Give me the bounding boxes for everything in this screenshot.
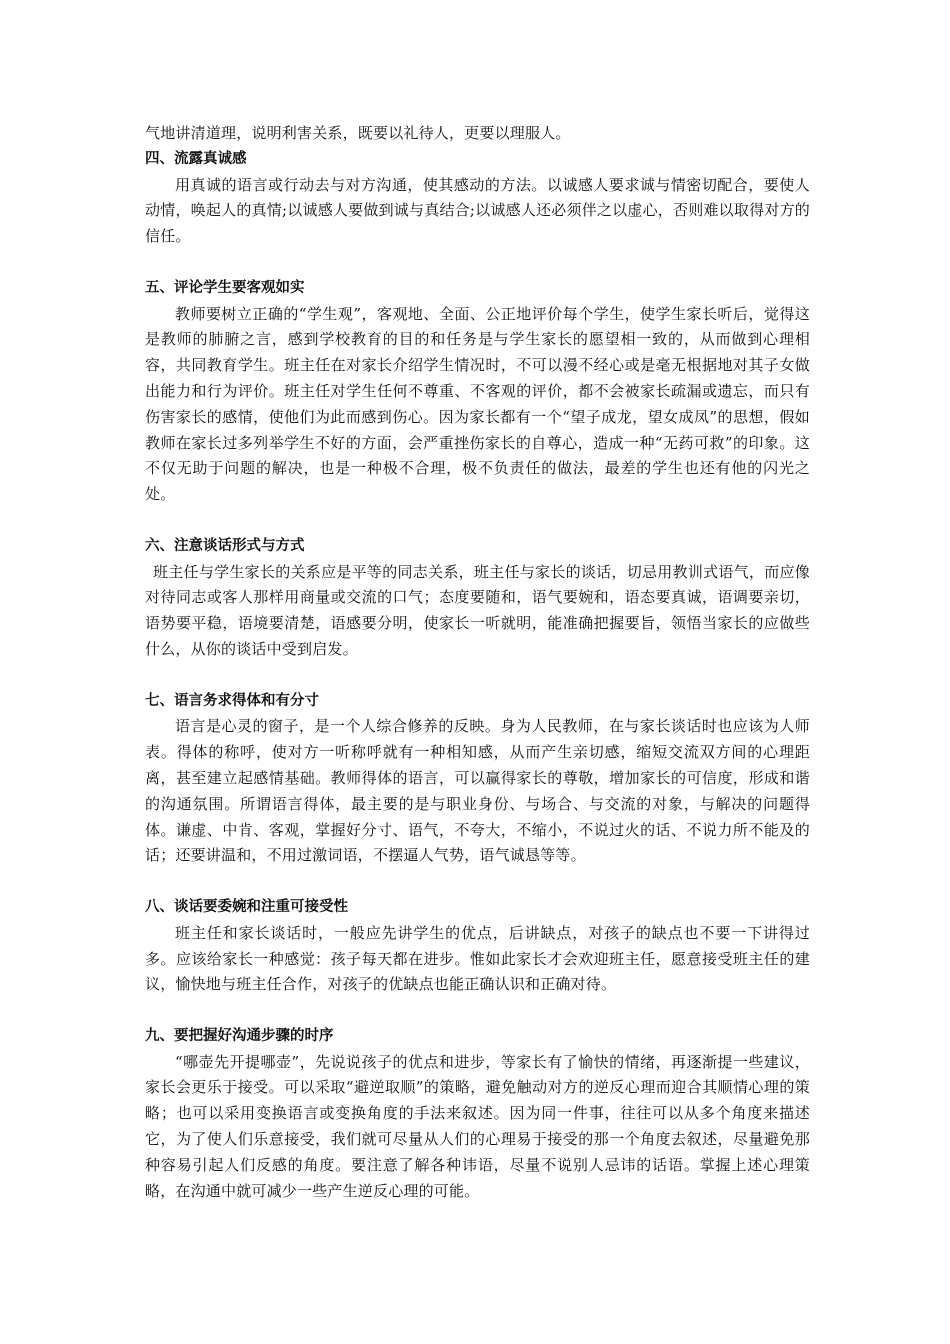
section-6-heading: 六、注意谈话形式与方式 [145, 537, 305, 554]
paragraph-gap [145, 663, 810, 689]
section-9-body: “哪壶先开提哪壶”，先说说孩子的优点和进步，等家长有了愉快的情绪，再逐渐提一些建议，家长会更乐于接受。可以采取“避逆取顺”的策略，避免触动对方的逆反心理而迎合其顺情心理的策略；也可以采用变换语言或变换角度的手法来叙述。因为同一件事，往往可以从多个角度来描述它，为了使人们乐意接受，我们就可尽量从人们的心理易于接受的那一个角度去叙述，尽量避免那种容易引起人们反感的角度。要注意了解各种讳语，尽量不说别人忌讳的话语。掌握上述心理策略，在沟通中就可减少一些产生逆反心理的可能。 [145, 1052, 810, 1200]
section-7-heading: 七、语言务求得体和有分寸 [145, 692, 319, 709]
paragraph-gap [145, 250, 810, 276]
section-6-body: 班主任与学生家长的关系应是平等的同志关系，班主任与家长的谈话，切忌用教训式语气，而应像对待同志或客人那样用商量或交流的口气；态度要随和，语气要婉和，语态要真诚，语调要亲切，语势要平稳，语境要清楚，语感要分明，使家长一听就明，能准确把握要旨，领悟当家长的应做些什么，从你的谈话中受到启发。 [145, 562, 810, 658]
paragraph-gap [145, 869, 810, 895]
section-5-heading: 五、评论学生要客观如实 [145, 279, 305, 296]
section-9-heading: 九、要把握好沟通步骤的时序 [145, 1027, 334, 1044]
paragraph-gap [145, 998, 810, 1024]
section-5-body: 教师要树立正确的“学生观”，客观地、全面、公正地评价每个学生，使学生家长听后，觉得这是教师的肺腑之言，感到学校教育的目的和任务是与学生家长的愿望相一致的，从而做到心理相容，共同教育学生。班主任在对家长介绍学生情况时，不可以漫不经心或是毫无根据地对其子女做出能力和行为评价。班主任对学生任何不尊重、不客观的评价，都不会被家长疏漏或遗忘，而只有伤害家长的感情，使他们为此而感到伤心。因为家长都有一个“望子成龙，望女成凤”的思想，假如教师在家长过多列举学生不好的方面，会严重挫伤家长的自尊心，造成一种“无药可救”的印象。这不仅无助于问题的解决，也是一种极不合理，极不负责任的做法，最差的学生也还有他的闪光之处。 [145, 304, 810, 504]
paragraph-gap [145, 508, 810, 534]
section-8-body: 班主任和家长谈话时，一般应先讲学生的优点，后讲缺点，对孩子的缺点也不要一下讲得过多。应该给家长一种感觉：孩子每天都在进步。惟如此家长才会欢迎班主任，愿意接受班主任的建议，愉快地与班主任合作，对孩子的优缺点也能正确认识和正确对待。 [145, 923, 810, 994]
intro-tail-paragraph: 气地讲清道理，说明利害关系，既要以礼待人，更要以理服人。 [145, 124, 571, 142]
section-4-body: 用真诚的语言或行动去与对方沟通，使其感动的方法。以诚感人要求诚与情密切配合，要使人动情，唤起人的真情;以诚感人要做到诚与真结合;以诚感人还必须伴之以虚心，否则难以取得对方的信任。 [145, 175, 810, 246]
section-7-body: 语言是心灵的窗子，是一个人综合修养的反映。身为人民教师，在与家长谈话时也应该为人师表。得体的称呼，使对方一听称呼就有一种相知感，从而产生亲切感，缩短交流双方间的心理距离，甚至建立起感情基础。教师得体的语言，可以赢得家长的尊敬，增加家长的可信度，形成和谐的沟通氛围。所谓语言得体，最主要的是与职业身份、与场合、与交流的对象，与解决的问题得体。谦虚、中肯、客观，掌握好分寸、语气，不夸大，不缩小，不说过火的话、不说力所不能及的话；还要讲温和，不用过激词语，不摆逼人气势，语气诚恳等等。 [145, 717, 810, 865]
document-body [145, 121, 810, 1204]
section-4-heading: 四、流露真诚感 [145, 150, 247, 167]
section-8-heading: 八、谈话要委婉和注重可接受性 [145, 898, 348, 915]
